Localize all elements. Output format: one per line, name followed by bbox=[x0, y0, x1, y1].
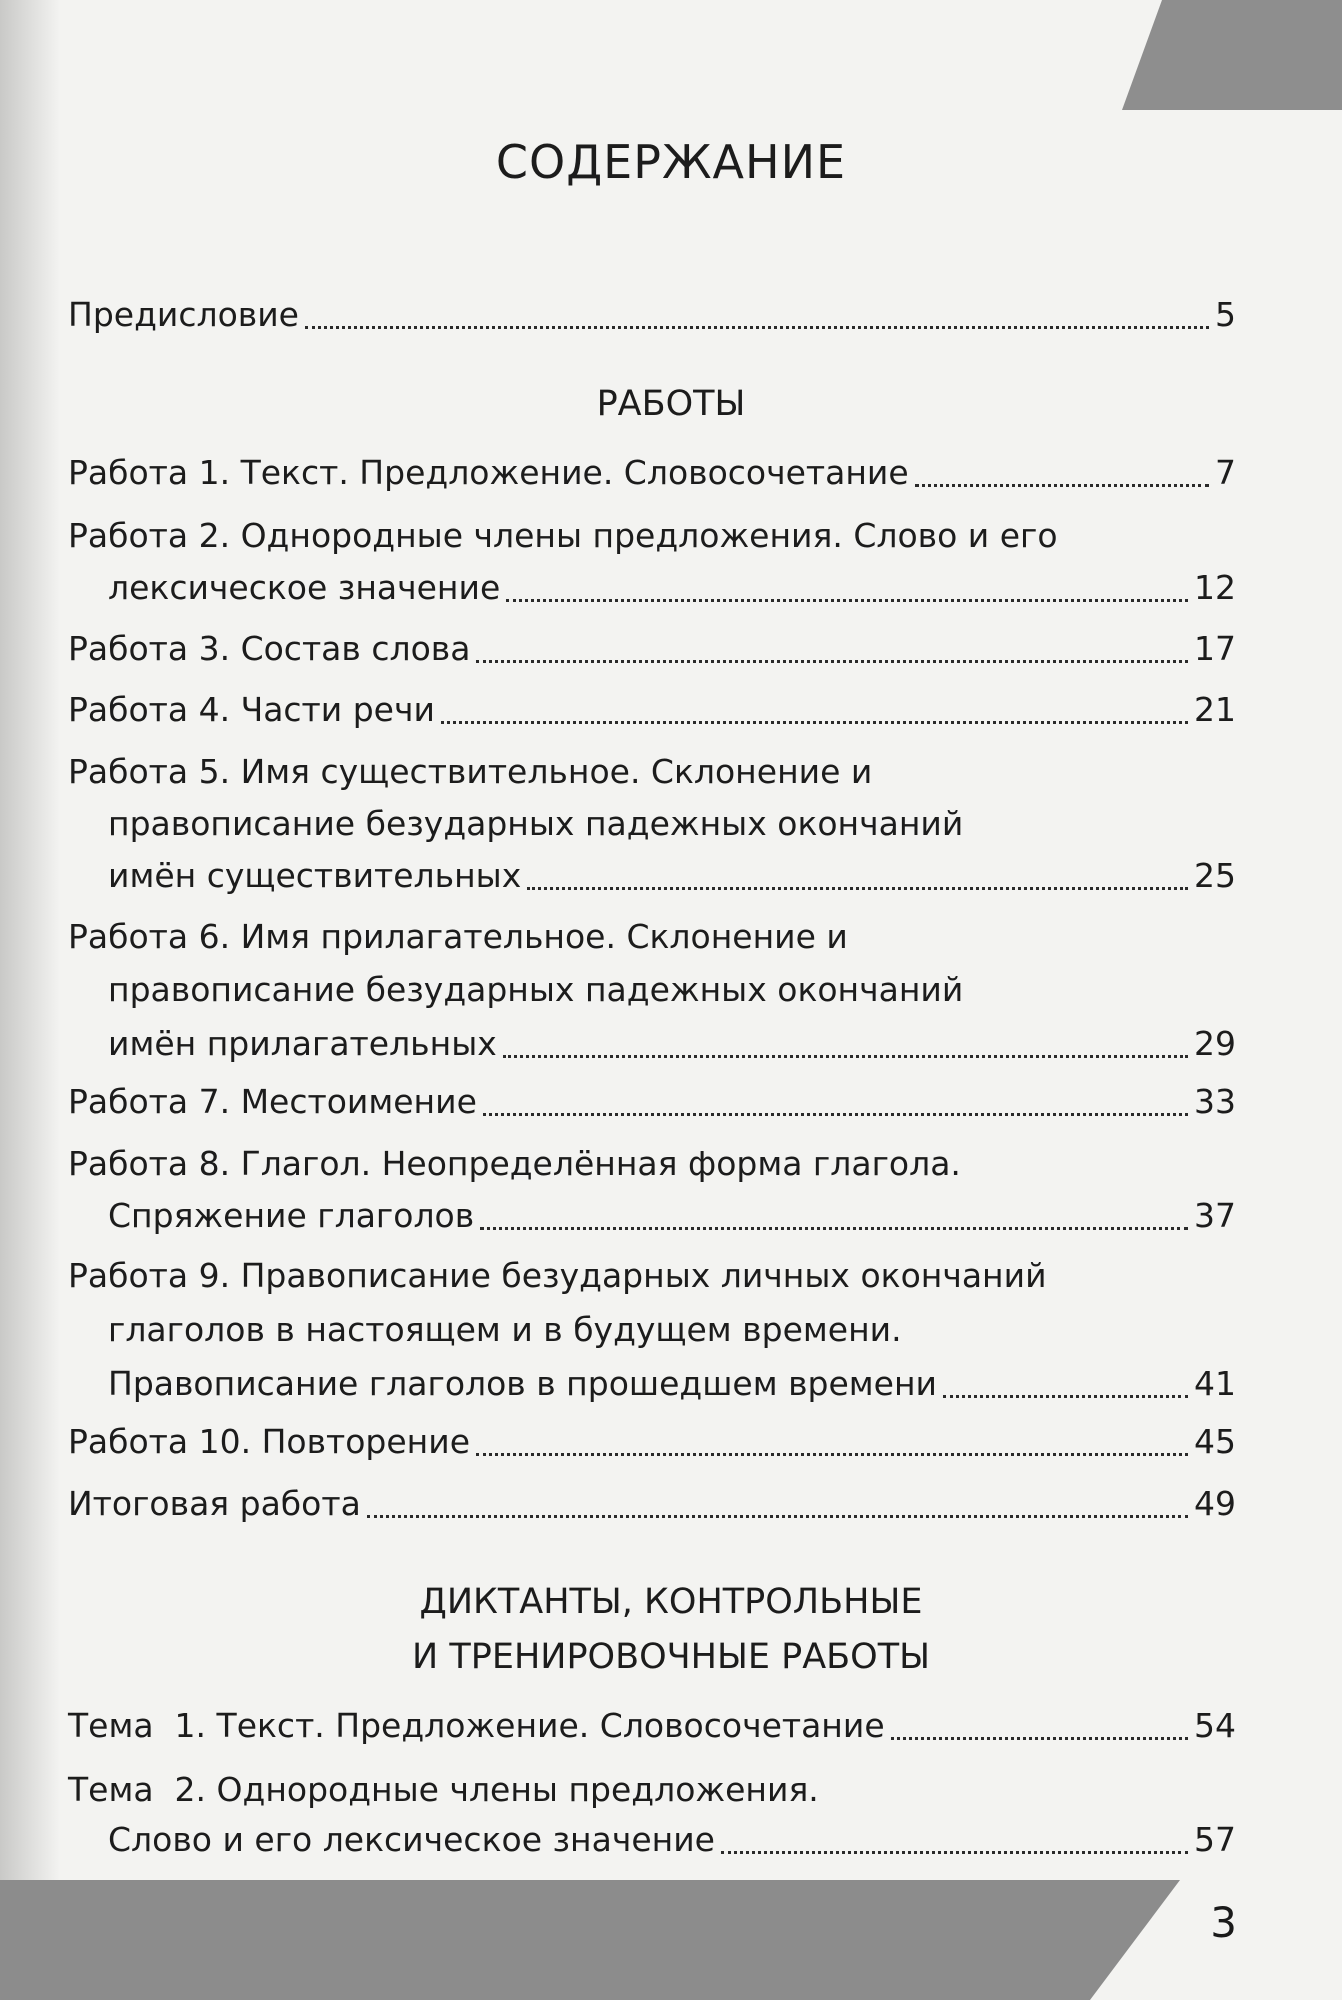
toc-entry-page: 33 bbox=[1194, 1082, 1236, 1121]
leader-dots bbox=[441, 721, 1188, 724]
toc-entry-work-8[interactable] bbox=[68, 1136, 1236, 1192]
toc-entry-label: Работа 6. Имя прилагательное. Склонение и bbox=[68, 917, 848, 956]
toc-entry-label: Работа 10. Повторение bbox=[68, 1422, 471, 1461]
leader-dots bbox=[721, 1851, 1188, 1854]
toc-entry-work-6-cont-1[interactable] bbox=[108, 962, 1236, 1018]
toc-entry-label: правописание безударных падежных окончаний bbox=[108, 970, 964, 1009]
toc-entry-work-9-cont-2[interactable] bbox=[108, 1356, 1236, 1412]
toc-entry-label: Работа 9. Правописание безударных личных окончаний bbox=[68, 1256, 1047, 1295]
toc-entry-label: Работа 1. Текст. Предложение. Словосочетание bbox=[68, 453, 909, 492]
page-title: СОДЕРЖАНИЕ bbox=[495, 135, 847, 189]
toc-entry-label: Работа 8. Глагол. Неопределённая форма глагола. bbox=[68, 1144, 961, 1183]
toc-entry-label: имён существительных bbox=[108, 856, 522, 895]
toc-entry-label: Работа 4. Части речи bbox=[68, 690, 435, 729]
toc-entry-label: Работа 2. Однородные члены предложения. Слово и его bbox=[68, 516, 1058, 555]
toc-entry-topic-2-cont[interactable] bbox=[108, 1812, 1236, 1868]
toc-entry-label: лексическое значение bbox=[108, 568, 501, 607]
toc-entry-work-5-cont-2[interactable] bbox=[108, 848, 1236, 904]
toc-entry-work-8-cont[interactable] bbox=[108, 1188, 1236, 1244]
section-heading-dictations-1: ДИКТАНТЫ, КОНТРОЛЬНЫЕ bbox=[419, 1582, 923, 1622]
section-heading-dictations-2: И ТРЕНИРОВОЧНЫЕ РАБОТЫ bbox=[412, 1637, 930, 1677]
toc-entry-label: Предисловие bbox=[68, 295, 299, 334]
toc-entry-work-5-cont-1[interactable] bbox=[108, 796, 1236, 852]
leader-dots bbox=[476, 660, 1188, 663]
toc-entry-page: 54 bbox=[1194, 1706, 1236, 1745]
toc-entry-page: 45 bbox=[1194, 1422, 1236, 1461]
toc-entry-work-6-cont-2[interactable] bbox=[108, 1016, 1236, 1072]
toc-entry-label: Итоговая работа bbox=[68, 1484, 361, 1523]
toc-entry-page: 17 bbox=[1194, 629, 1236, 668]
toc-entry-page: 41 bbox=[1194, 1364, 1236, 1403]
toc-entry-page: 7 bbox=[1215, 453, 1236, 492]
page-edge-shadow bbox=[0, 0, 60, 2000]
toc-entry-work-9[interactable] bbox=[68, 1248, 1236, 1304]
leader-dots bbox=[305, 326, 1209, 329]
toc-entry-work-7[interactable] bbox=[68, 1074, 1236, 1130]
toc-entry-work-3[interactable] bbox=[68, 621, 1236, 677]
toc-entry-topic-2[interactable] bbox=[68, 1762, 1236, 1818]
toc-entry-label: Тема 1. Текст. Предложение. Словосочетание bbox=[68, 1706, 885, 1745]
leader-dots bbox=[506, 599, 1188, 602]
toc-entry-label: Работа 5. Имя существительное. Склонение и bbox=[68, 752, 873, 791]
toc-entry-page: 5 bbox=[1215, 295, 1236, 334]
toc-entry-topic-1[interactable] bbox=[68, 1698, 1236, 1754]
toc-entry-final-work[interactable] bbox=[68, 1476, 1236, 1532]
toc-entry-label: Работа 7. Местоимение bbox=[68, 1082, 477, 1121]
toc-entry-label: Правописание глаголов в прошедшем времени bbox=[108, 1364, 937, 1403]
footer-band bbox=[0, 1880, 1342, 2000]
leader-dots bbox=[367, 1515, 1188, 1518]
toc-entry-label: Работа 3. Состав слова bbox=[68, 629, 471, 668]
toc-entry-page: 49 bbox=[1194, 1484, 1236, 1523]
toc-entry-label: имён прилагательных bbox=[108, 1024, 497, 1063]
toc-entry-page: 29 bbox=[1194, 1024, 1236, 1063]
toc-entry-page: 37 bbox=[1194, 1196, 1236, 1235]
toc-entry-work-1[interactable] bbox=[68, 445, 1236, 501]
toc-entry-page: 57 bbox=[1194, 1820, 1236, 1859]
toc-entry-page: 12 bbox=[1194, 568, 1236, 607]
leader-dots bbox=[915, 484, 1209, 487]
leader-dots bbox=[476, 1453, 1188, 1456]
toc-entry-label: Тема 2. Однородные члены предложения. bbox=[68, 1770, 819, 1809]
section-heading-works: РАБОТЫ bbox=[596, 384, 746, 424]
leader-dots bbox=[891, 1737, 1188, 1740]
toc-entry-label: Спряжение глаголов bbox=[108, 1196, 475, 1235]
leader-dots bbox=[503, 1055, 1188, 1058]
toc-entry-work-9-cont-1[interactable] bbox=[108, 1302, 1236, 1358]
toc-entry-work-2-cont[interactable] bbox=[108, 560, 1236, 616]
toc-entry-work-2[interactable] bbox=[68, 508, 1236, 564]
toc-entry-page: 21 bbox=[1194, 690, 1236, 729]
toc-entry-preface[interactable] bbox=[68, 287, 1236, 343]
toc-entry-page: 25 bbox=[1194, 856, 1236, 895]
toc-entry-label: Слово и его лексическое значение bbox=[108, 1820, 715, 1859]
toc-entry-label: правописание безударных падежных окончаний bbox=[108, 804, 964, 843]
toc-entry-work-4[interactable] bbox=[68, 682, 1236, 738]
toc-entry-label: глаголов в настоящем и в будущем времени. bbox=[108, 1310, 902, 1349]
toc-entry-work-6[interactable] bbox=[68, 909, 1236, 965]
page-number: 3 bbox=[1210, 1898, 1237, 1947]
leader-dots bbox=[480, 1227, 1188, 1230]
corner-decoration bbox=[1122, 0, 1342, 110]
leader-dots bbox=[527, 887, 1188, 890]
leader-dots bbox=[483, 1113, 1188, 1116]
leader-dots bbox=[943, 1395, 1188, 1398]
toc-entry-work-10[interactable] bbox=[68, 1414, 1236, 1470]
toc-entry-work-5[interactable] bbox=[68, 744, 1236, 800]
